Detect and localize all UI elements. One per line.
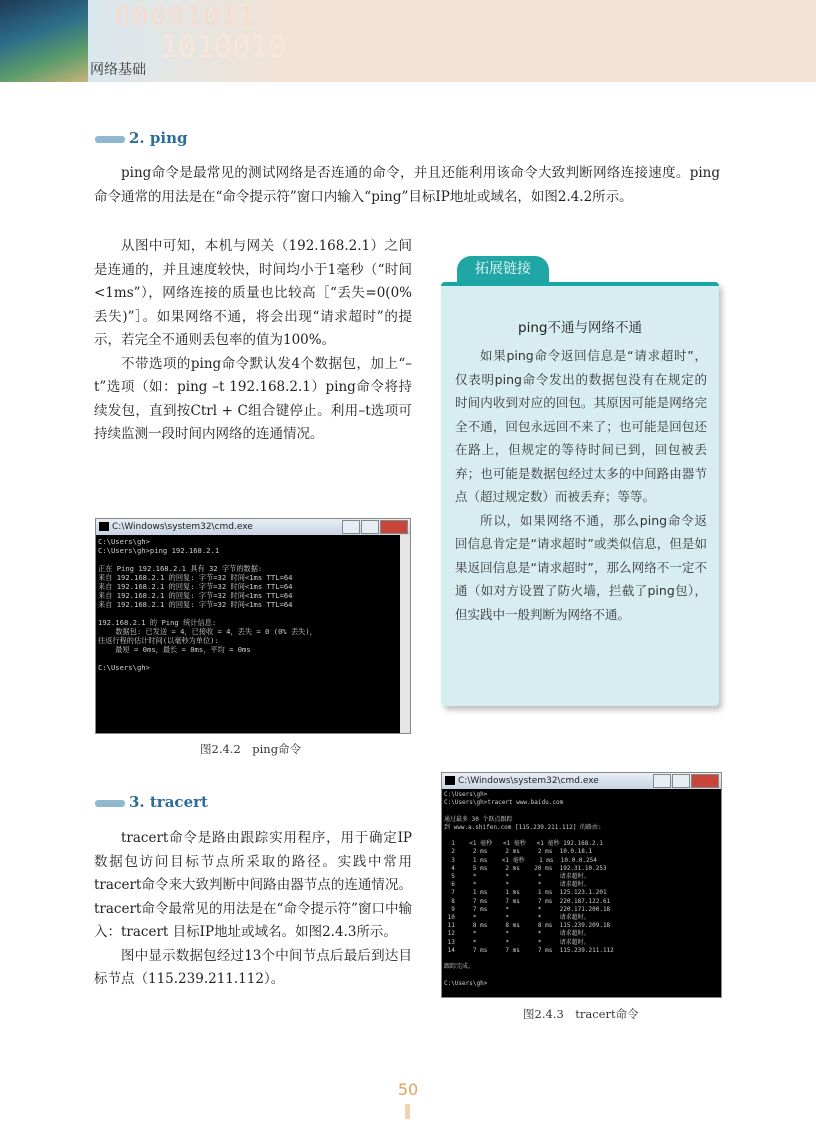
page-number: 50 [397, 1080, 419, 1099]
cmd-line: 来自 192.168.2.1 的回复: 字节=32 时间<1ms TTL=64 [98, 573, 293, 582]
cmd-line [98, 555, 317, 564]
heading-bar-icon [95, 136, 125, 143]
header-binary-digits-large: 1010010 [160, 30, 287, 65]
ping-intro-paragraph: ping命令是最常见的测试网络是否连通的命令，并且还能利用该命令大致判断网络连接速度。ping命令通常的用法是在“命令提示符”窗口内输入“ping”目标IP地址或域名，如图2.4.2所示。 [94, 165, 720, 205]
cmd-line: 9 7 ms * * 220.171.200.18 [444, 905, 611, 913]
cmd-line [444, 832, 614, 840]
extension-box-body: 如果ping命令返回信息是“请求超时”，仅表明ping命令发出的数据包没有在规定的时间内收到对应的回包。其原因可能是网络完全不通，回包永远回不来了；也可能是回包还在路上，但规定的等待时间已到，回包被丢弃；也可能是数据包经过太多的中间路由器节点（超过规定数）而被丢弃；等等。 所以，如果网络不通，那么ping命令返回信息肯定是“请求超时”或类似信息，但是如果返回信息是“请求超时”，那么网络不一定不通（如对方设置了防火墙，拦截了ping包），但实践中一般判断为网络不通。 [455, 348, 707, 622]
cmd-line: 来自 192.168.2.1 的回复: 字节=32 时间<1ms TTL=64 [98, 591, 293, 600]
cmd-line: 3 1 ms <1 毫秒 1 ms 10.0.0.254 [444, 856, 597, 864]
header-city-image [0, 0, 88, 82]
window-controls [652, 774, 719, 787]
cmd-line: C:\Users\gh>ping 192.168.2.1 [98, 546, 220, 555]
heading-bar-icon [95, 800, 125, 807]
cmd-line [444, 971, 614, 979]
cmd-title-bar: C:\Windows\system32\cmd.exe [442, 773, 721, 789]
cmd-line: 8 7 ms 7 ms 7 ms 220.187.122.61 [444, 897, 611, 905]
cmd-line [444, 807, 614, 815]
figure-caption-ping: 图2.4.2 ping命令 [200, 742, 302, 756]
cmd-window-tracert [441, 772, 722, 998]
cmd-line: 5 * * * 请求超时。 [444, 873, 590, 881]
extension-tag: 拓展链接 [457, 256, 549, 282]
cmd-line: 通过最多 30 个跃点跟踪 [444, 815, 513, 823]
page-number-tick [405, 1104, 410, 1119]
cmd-line: C:\Users\gh> [444, 979, 488, 987]
cmd-line: 数据包: 已发送 = 4，已接收 = 4，丢失 = 0 (0% 丢失)， [98, 627, 317, 636]
cmd-app-icon [445, 776, 455, 785]
minimize-icon[interactable] [653, 774, 671, 788]
cmd-line: C:\Users\gh> [98, 663, 150, 672]
cmd-line: 6 * * * 请求超时。 [444, 881, 590, 889]
cmd-line: 最短 = 0ms，最长 = 0ms，平均 = 0ms [98, 645, 251, 654]
extension-box [441, 282, 719, 706]
minimize-icon[interactable] [342, 520, 360, 534]
cmd-line: 11 8 ms 8 ms 8 ms 115.239.209.18 [444, 922, 611, 930]
ping-explanation-paragraph: 从图中可知，本机与网关（192.168.2.1）之间是连通的，并且速度较快，时间均小于1毫秒（“时间<1ms”），网络连接的质量也比较高［“丢失=0(0% 丢失)”］。如果网络不通，将会出现“请求超时”的提示，若完全不通则丢包率的值为100%。 不带选项的ping命令默认发4个数据包，加上“–t”选项（如：ping –t 192.168.2.1）ping命令将持续发包，直到按Ctrl + C组合键停止。利用–t选项可持续监测一段时间内网络的连通情况。 [94, 238, 412, 442]
cmd-line: 10 * * * 请求超时。 [444, 914, 590, 922]
cmd-line: C:\Users\gh> [444, 791, 488, 798]
chapter-title: 网络基础 [90, 62, 146, 78]
cmd-line: 1 <1 毫秒 <1 毫秒 <1 毫秒 192.168.2.1 [444, 840, 603, 848]
close-icon[interactable] [691, 774, 719, 788]
section-heading-tracert: 3. tracert [95, 793, 208, 811]
cmd-line: 到 www.a.shifen.com [115.239.211.112] 的路由: [444, 823, 602, 831]
cmd-line [98, 609, 317, 618]
cmd-line: 13 * * * 请求超时。 [444, 938, 590, 946]
cmd-line: 往返行程的估计时间(以毫秒为单位): [98, 636, 219, 645]
cmd-line [98, 654, 317, 663]
header-binary-digits: 00001011 [115, 2, 257, 32]
cmd-app-icon [99, 522, 109, 531]
cmd-line: 2 2 ms 2 ms 2 ms 10.0.18.1 [444, 848, 593, 856]
cmd-output-ping [98, 537, 317, 672]
cmd-line: 跟踪完成。 [444, 963, 475, 971]
cmd-line: 来自 192.168.2.1 的回复: 字节=32 时间<1ms TTL=64 [98, 600, 293, 609]
cmd-line: 7 1 ms 1 ms 1 ms 125.123.1.201 [444, 889, 607, 897]
section-heading-ping: 2. ping [95, 129, 187, 147]
cmd-line: 4 5 ms 2 ms 20 ms 192.31.10.253 [444, 864, 607, 872]
cmd-line: 12 * * * 请求超时。 [444, 930, 590, 938]
figure-caption-tracert: 图2.4.3 tracert命令 [523, 1007, 639, 1021]
page-header [0, 0, 816, 82]
maximize-icon[interactable] [672, 774, 690, 788]
scrollbar[interactable] [400, 535, 410, 733]
cmd-line: C:\Users\gh> [98, 537, 150, 546]
extension-box-title: ping不通与网络不通 [518, 320, 642, 336]
cmd-line: 192.168.2.1 的 Ping 统计信息: [98, 618, 217, 627]
maximize-icon[interactable] [361, 520, 379, 534]
cmd-output-tracert [444, 791, 614, 988]
cmd-line: 正在 Ping 192.168.2.1 具有 32 字节的数据: [98, 564, 263, 573]
cmd-title-bar: C:\Windows\system32\cmd.exe [96, 519, 410, 535]
cmd-window-ping [95, 518, 411, 734]
close-icon[interactable] [380, 520, 408, 534]
cmd-line: 来自 192.168.2.1 的回复: 字节=32 时间<1ms TTL=64 [98, 582, 293, 591]
cmd-line: 14 7 ms 7 ms 7 ms 115.239.211.112 [444, 946, 614, 954]
window-controls [341, 520, 408, 533]
cmd-line: C:\Users\gh>tracert www.baidu.com [444, 799, 564, 807]
tracert-paragraph: tracert命令是路由跟踪实用程序，用于确定IP数据包访问目标节点所采取的路径。实践中常用tracert命令来大致判断中间路由器节点的连通情况。tracert命令最常见的用法是在“命令提示符”窗口中输入：tracert 目标IP地址或域名。如图2.4.3所示。 图中显示数据包经过13个中间节点后最后到达目标节点（115.239.211.112）。 [94, 830, 412, 987]
